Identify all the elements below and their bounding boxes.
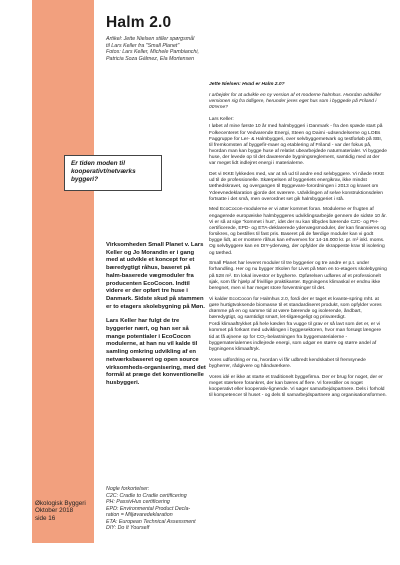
abbreviation-item: PH: PassivHus certificering: [106, 499, 170, 505]
body-paragraph: Fordi klimaaftrykket på hele kæden fra vugge til grav er så lavt som det er, er vi kommet på forkant med udviklingen i byggesektoren, hvor man forsøgt længere tid at få øjnene op for CO₂-belastningen fra byggematerialerne - byggematerialernes indlejrede energi, som udgør en større og større andel af bygningens klimaaftryk.: [209, 322, 382, 352]
credit-line: Fotos: Lars Keller, Michele Pambianchi,: [106, 49, 200, 56]
intro-column: [106, 242, 206, 395]
credit-line: Patricia Soza Gálmez, Ela Mortensen: [106, 55, 195, 62]
interview-lead: I arbejder for at udvikle en ny version af et moderne halmhus. Hvordan adskiller versionen sig fra tidligere, herunder jeres eget hus som i byggede på Friland i 00'erne?: [209, 92, 382, 111]
abbreviations-box: [106, 486, 210, 532]
abbreviation-item: C2C: Cradle to Cradle certificering: [106, 492, 187, 499]
body-paragraph: Vi kalder EcoCocon for Halmhus 2.0, fordi der er taget et kvante-spring mht. at gøre hurtigtvoksende biomasse til et standardiseret produkt, som opfylder vores drømme på en og samme tid at være bærende og isolerende, åndbart, bæredygtigt, og samtidigt smart, let-tilgængeligt og prisværdigt.: [209, 296, 382, 321]
article-credits: [106, 36, 246, 62]
pull-quote-box: Er tiden moden til kooperativt/netværks byggeri?: [64, 155, 162, 191]
abbreviation-item: EPD: Environmental Product Decla-: [106, 505, 191, 512]
body-paragraph: Med EcoCocon-modulerne er vi atter kommet foran. Modulerne er frugten af engagerede europæiske halmbyggeres udviklingsarbejde gennem de sidste 10 år. Vi er så at sige "kommet i hus", idet der nu kan tilbydes bærende C2C- og PH-certificerede, EPD- og ETA-deklarerede ydervægsmoduler, der kan finansieres og forsikres, og bestilles til fast pris. Baseret på de færdige moduler kan vi godt bygge lidt, at er montere råhus kan erhverves for 14-16.000 kr. pr. m² inkl. moms. Og selvbyggere kan en DIY-ydervæg, der opfylder de skrappeste krav til isolering og tæthed.: [209, 207, 387, 256]
body-paragraph: Det vi IKKE lykkedes med, var at nå ud til andre end selvbyggere. Vi nåede IKKE ud til de professionelle. Skærpelsen af byggeriets energikrav, ikke mindst tæthedskravet, og overgangen til Byggevare-forordningen i 2013 og kravet om Ydeevnedeklaration gjorde det sværere. Udviklingen af selve konstruktionsdelen fortsatte i det små, men overordnet set gik halmbyggeriet i stå.: [209, 172, 385, 202]
abbreviation-item: DIY: Do It Yourself: [106, 525, 150, 531]
body-paragraph: Vores idé er ikke at starte et traditionelt byggefirma. Der er brug for noget, der er meget stærkere forankret, der kan bæres af flere. Vi forestiller os noget kooperativt eller kooperativ-lignende. Vi søger samarbejdspartnere. Dels i forhold til kompetencer til huset - og dels til samarbejdspartnere ang organisationsformen.: [209, 374, 387, 399]
abbreviations-heading: Nogle forkortelser:: [106, 486, 150, 492]
abbreviation-item: ration = Miljøvaredeklaration: [106, 512, 173, 518]
credit-line: Artikel: Jette Nielsen stiller spørgsmål: [106, 36, 195, 42]
page-number: side 16: [35, 514, 56, 522]
abbreviation-item: ETA: European Technical Assessment: [106, 518, 196, 525]
magazine-name: Økologisk Byggeri: [35, 500, 86, 507]
body-paragraph: Lars Keller:: [209, 117, 234, 123]
main-column: [209, 82, 387, 404]
interview-question: Jette Nielsen: Hvad er Halm 2.0?: [209, 82, 285, 87]
intro-paragraph: Virksomheden Small Planet v. Lars Keller og Jo Morandin er i gang med at udvikle et koncept for et bæredygtigt råhus, baseret på halm-baserede vægmoduler fra producenten EcoCocon. Indtil videre er der opført tre huse i Danmark. Sidste skud på stammen er to etagers skolebygning på Møn.: [106, 242, 205, 310]
credit-line: til Lars Keller fra "Small Planet": [106, 42, 180, 49]
article-title: Halm 2.0: [106, 14, 172, 31]
intro-paragraph: Lars Keller har fulgt de tre byggerier nært, og han ser så mange potentialer i EcoCocon modulerne, at han nu vil kalde til samling omkring udvikling af en netværksbaseret og open source virksomheds-organisering, med det formål at præge det konventionelle husbyggeri.: [106, 318, 206, 386]
body-paragraph: I løbet af mine første 10 år med halmbyggeri i Danmark - fra den spæde start på Folkecenteret for Vedvarende Energi, Steen og Daimi -udsendelserne og LOBs Faggruppe for Ler- & Halmbyggeri, over selvbyggemetvark og testforløb på SBI, til fremkomsten af byggefir-maer og etablering af Friland - var der fokus på, hvordan man kan bygge huse af relativt ubearbejdede naturmaterialer. Vi byggede huse, der levede op til det daværende bygningsreglement, samtidig med at der var meget lidt indlejret energi i materialerne.: [209, 124, 387, 167]
body-paragraph: Small Planet har leveret moduler til tre byggerier og tre andre er p.t. under forhandling. Her og nu bygger Skolen for Livet på Møn en to-etagers skolebygning på 528 m². En lokal investor er bygherre. Opførelsen udføres af et professionelt sjak, som får hjælp af frivillige praktikanter. Bygningens klimaskal er endnu ikke beregnet, men vi har meget store forventninger til det.: [209, 261, 387, 291]
issue-date: Oktober 2018: [35, 507, 74, 515]
body-paragraph: Vores udfordring er nu, hvordan vi får udbredt kendskabet til fremsynede bygherrer, rådgivere og håndværkere.: [209, 357, 366, 369]
magazine-footer: [32, 500, 94, 522]
color-sidebar: [32, 0, 94, 543]
